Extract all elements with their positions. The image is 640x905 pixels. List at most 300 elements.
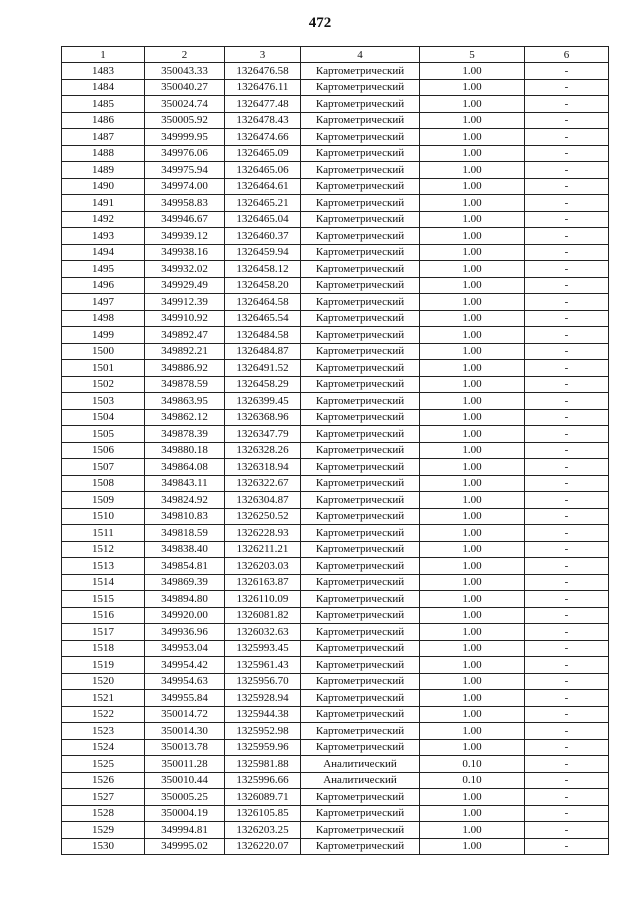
table-cell: 349810.83 [145,508,225,525]
table-cell: Картометрический [301,739,420,756]
table-row [62,492,609,509]
table-row [62,838,609,855]
table-cell: - [525,640,609,657]
table-row [62,162,609,179]
table-cell: - [525,79,609,96]
table-cell: 1512 [62,541,145,558]
table-row [62,294,609,311]
table-cell: 1496 [62,277,145,294]
table-row [62,409,609,426]
table-cell: - [525,112,609,129]
table-cell: 349954.63 [145,673,225,690]
table-cell: Картометрический [301,277,420,294]
table-cell: - [525,195,609,212]
table-cell: 1506 [62,442,145,459]
table-cell: Картометрический [301,640,420,657]
table-cell: 1.00 [420,63,525,80]
table-cell: 349974.00 [145,178,225,195]
table-cell: 1325993.45 [225,640,301,657]
table-cell: 1494 [62,244,145,261]
table-body [62,63,609,855]
table-cell: 1485 [62,96,145,113]
table-cell: 1.00 [420,393,525,410]
table-cell: 1326465.04 [225,211,301,228]
table-cell: Картометрический [301,673,420,690]
table-cell: 1326304.87 [225,492,301,509]
table-cell: 1515 [62,591,145,608]
coordinates-table [61,46,609,855]
table-cell: 1325981.88 [225,756,301,773]
table-cell: 350024.74 [145,96,225,113]
table-cell: 1.00 [420,789,525,806]
table-cell: 349995.02 [145,838,225,855]
table-cell: 1326347.79 [225,426,301,443]
table-cell: Аналитический [301,756,420,773]
table-cell: 1325952.98 [225,723,301,740]
table-cell: 349863.95 [145,393,225,410]
table-cell: 1326491.52 [225,360,301,377]
table-cell: 1492 [62,211,145,228]
table-cell: 1326163.87 [225,574,301,591]
table-cell: 349999.95 [145,129,225,146]
table-cell: 349892.21 [145,343,225,360]
table-row [62,442,609,459]
table-cell: Картометрический [301,607,420,624]
table-cell: 349953.04 [145,640,225,657]
table-cell: 349854.81 [145,558,225,575]
table-cell: Картометрический [301,442,420,459]
table-cell: 350010.44 [145,772,225,789]
table-cell: - [525,706,609,723]
table-cell: 1.00 [420,591,525,608]
table-cell: 1325956.70 [225,673,301,690]
table-row [62,327,609,344]
table-cell: 1488 [62,145,145,162]
table-cell: 1326203.03 [225,558,301,575]
table-cell: - [525,525,609,542]
table-header-row [62,47,609,63]
table-cell: - [525,442,609,459]
table-cell: - [525,805,609,822]
table-cell: - [525,310,609,327]
table-cell: 1501 [62,360,145,377]
table-cell: - [525,343,609,360]
table-cell: 1527 [62,789,145,806]
table-cell: Картометрический [301,558,420,575]
table-cell: 1520 [62,673,145,690]
table-cell: 1500 [62,343,145,360]
table-cell: 1.00 [420,805,525,822]
table-cell: 1.00 [420,442,525,459]
table-cell: 1.00 [420,525,525,542]
column-header: 3 [225,47,301,63]
table-cell: - [525,574,609,591]
table-cell: - [525,261,609,278]
table-cell: 1.00 [420,145,525,162]
table-cell: 1498 [62,310,145,327]
table-cell: 349838.40 [145,541,225,558]
table-cell: - [525,558,609,575]
table-cell: Картометрический [301,409,420,426]
table-cell: Аналитический [301,772,420,789]
table-cell: 1487 [62,129,145,146]
table-cell: - [525,277,609,294]
table-cell: - [525,96,609,113]
table-cell: 1325944.38 [225,706,301,723]
table-cell: 1.00 [420,574,525,591]
table-row [62,96,609,113]
table-cell: 1.00 [420,244,525,261]
table-cell: 1326220.07 [225,838,301,855]
table-cell: - [525,690,609,707]
table-cell: Картометрический [301,574,420,591]
table-cell: 1.00 [420,228,525,245]
table-cell: - [525,838,609,855]
table-cell: 350014.30 [145,723,225,740]
table-cell: 1.00 [420,426,525,443]
table-cell: Картометрический [301,475,420,492]
table-cell: 1.00 [420,261,525,278]
table-cell: Картометрический [301,822,420,839]
table-row [62,822,609,839]
table-cell: 349878.59 [145,376,225,393]
table-cell: Картометрический [301,294,420,311]
table-cell: Картометрический [301,63,420,80]
table-cell: 1510 [62,508,145,525]
table-cell: 1326465.21 [225,195,301,212]
table-cell: Картометрический [301,657,420,674]
table-cell: Картометрический [301,541,420,558]
table-cell: 349975.94 [145,162,225,179]
table-cell: 1325996.66 [225,772,301,789]
table-cell: 1493 [62,228,145,245]
table-cell: 1486 [62,112,145,129]
table-cell: 1.00 [420,409,525,426]
table-cell: 1.00 [420,96,525,113]
table-cell: 349869.39 [145,574,225,591]
table-row [62,261,609,278]
table-cell: 349932.02 [145,261,225,278]
table-cell: 349862.12 [145,409,225,426]
table-row [62,376,609,393]
table-cell: - [525,508,609,525]
table-cell: - [525,129,609,146]
table-row [62,706,609,723]
table-cell: - [525,492,609,509]
table-cell: 1.00 [420,475,525,492]
table-cell: 1326476.11 [225,79,301,96]
table-cell: 1326477.48 [225,96,301,113]
table-cell: 1326322.67 [225,475,301,492]
table-cell: 349994.81 [145,822,225,839]
table-cell: 1326105.85 [225,805,301,822]
table-cell: Картометрический [301,690,420,707]
table-cell: 350011.28 [145,756,225,773]
table-cell: Картометрический [301,723,420,740]
table-cell: 349818.59 [145,525,225,542]
table-cell: 1483 [62,63,145,80]
table-row [62,195,609,212]
table-cell: 1326458.20 [225,277,301,294]
table-cell: 1326110.09 [225,591,301,608]
table-cell: 1.00 [420,129,525,146]
table-cell: 1.00 [420,79,525,96]
table-cell: 1.00 [420,640,525,657]
column-header: 4 [301,47,420,63]
table-cell: 349936.96 [145,624,225,641]
table-cell: 349938.16 [145,244,225,261]
table-cell: 349910.92 [145,310,225,327]
table-cell: 1326465.54 [225,310,301,327]
table-cell: - [525,327,609,344]
table-cell: - [525,739,609,756]
table-cell: Картометрический [301,162,420,179]
table-row [62,129,609,146]
table-row [62,63,609,80]
table-cell: 1.00 [420,624,525,641]
table-cell: 1326318.94 [225,459,301,476]
table-cell: 1.00 [420,327,525,344]
table-cell: 1326464.61 [225,178,301,195]
table-row [62,145,609,162]
table-cell: - [525,244,609,261]
table-cell: 349892.47 [145,327,225,344]
table-cell: 350005.25 [145,789,225,806]
table-cell: 1514 [62,574,145,591]
table-cell: 1526 [62,772,145,789]
table-cell: - [525,228,609,245]
table-cell: Картометрический [301,393,420,410]
table-row [62,211,609,228]
table-cell: 1528 [62,805,145,822]
table-cell: Картометрический [301,211,420,228]
table-cell: 1325928.94 [225,690,301,707]
table-row [62,244,609,261]
table-cell: 1517 [62,624,145,641]
table-cell: - [525,822,609,839]
table-cell: Картометрический [301,426,420,443]
table-cell: 1491 [62,195,145,212]
table-cell: 1326460.37 [225,228,301,245]
table-cell: 1.00 [420,673,525,690]
table-cell: 1502 [62,376,145,393]
table-cell: - [525,211,609,228]
table-cell: 350013.78 [145,739,225,756]
table-cell: Картометрический [301,706,420,723]
table-cell: Картометрический [301,343,420,360]
table-cell: 1326459.94 [225,244,301,261]
table-cell: - [525,393,609,410]
table-cell: Картометрический [301,376,420,393]
table-row [62,112,609,129]
table-cell: 349954.42 [145,657,225,674]
table-cell: 1326250.52 [225,508,301,525]
table-row [62,310,609,327]
table-cell: 1326464.58 [225,294,301,311]
table-cell: 0.10 [420,772,525,789]
table-cell: 1.00 [420,739,525,756]
table-cell: 1484 [62,79,145,96]
table-cell: 350005.92 [145,112,225,129]
table-cell: 1326203.25 [225,822,301,839]
table-cell: Картометрический [301,79,420,96]
table-cell: 1.00 [420,558,525,575]
table-cell: 1326211.21 [225,541,301,558]
column-header: 1 [62,47,145,63]
table-row [62,789,609,806]
table-cell: Картометрический [301,525,420,542]
table-cell: 1326465.09 [225,145,301,162]
table-cell: 1.00 [420,838,525,855]
table-cell: - [525,789,609,806]
table-cell: 1495 [62,261,145,278]
table-cell: - [525,657,609,674]
table-cell: 349929.49 [145,277,225,294]
table-cell: 350014.72 [145,706,225,723]
table-cell: 1325959.96 [225,739,301,756]
table-cell: - [525,673,609,690]
table-cell: Картометрический [301,459,420,476]
table-cell: 1.00 [420,541,525,558]
table-row [62,805,609,822]
table-cell: 349880.18 [145,442,225,459]
table-row [62,690,609,707]
table-row [62,640,609,657]
table-cell: 1326368.96 [225,409,301,426]
table-cell: 1.00 [420,294,525,311]
table-cell: 350043.33 [145,63,225,80]
table-cell: 1499 [62,327,145,344]
table-row [62,541,609,558]
table-row [62,343,609,360]
table-cell: Картометрический [301,591,420,608]
table-cell: 349824.92 [145,492,225,509]
table-cell: Картометрический [301,228,420,245]
table-cell: Картометрический [301,96,420,113]
table-cell: 1.00 [420,657,525,674]
table-cell: 1.00 [420,376,525,393]
table-cell: 1.00 [420,706,525,723]
table-row [62,525,609,542]
table-cell: Картометрический [301,327,420,344]
table-cell: 1.00 [420,360,525,377]
table-cell: 1490 [62,178,145,195]
table-cell: Картометрический [301,145,420,162]
table-cell: 1326465.06 [225,162,301,179]
table-cell: Картометрический [301,360,420,377]
table-cell: 349864.08 [145,459,225,476]
table-cell: 1.00 [420,310,525,327]
table-cell: 1325961.43 [225,657,301,674]
table-cell: 1326478.43 [225,112,301,129]
table-row [62,79,609,96]
table-cell: - [525,624,609,641]
table-cell: Картометрический [301,178,420,195]
table-cell: 1326089.71 [225,789,301,806]
table-row [62,624,609,641]
table-cell: - [525,145,609,162]
table-cell: 1.00 [420,343,525,360]
table-cell: 1326476.58 [225,63,301,80]
table-cell: 1326228.93 [225,525,301,542]
table-cell: - [525,360,609,377]
table-row [62,739,609,756]
table-cell: Картометрический [301,129,420,146]
table-cell: - [525,541,609,558]
table-cell: 350040.27 [145,79,225,96]
table-cell: - [525,772,609,789]
table-cell: 1.00 [420,211,525,228]
table-row [62,673,609,690]
table-cell: 1.00 [420,112,525,129]
table-cell: 1509 [62,492,145,509]
table-cell: - [525,426,609,443]
table-cell: 1.00 [420,607,525,624]
table-cell: 349958.83 [145,195,225,212]
table-cell: 1505 [62,426,145,443]
table-cell: - [525,607,609,624]
table-cell: 1326484.87 [225,343,301,360]
table-cell: 1516 [62,607,145,624]
table-cell: - [525,475,609,492]
table-cell: 349976.06 [145,145,225,162]
column-header: 6 [525,47,609,63]
table-cell: 1513 [62,558,145,575]
table-cell: Картометрический [301,805,420,822]
table-cell: 1511 [62,525,145,542]
table-row [62,475,609,492]
table-cell: - [525,591,609,608]
table-cell: 349886.92 [145,360,225,377]
table-cell: 349894.80 [145,591,225,608]
table-cell: Картометрический [301,244,420,261]
table-cell: 349955.84 [145,690,225,707]
table-cell: - [525,756,609,773]
table-cell: - [525,409,609,426]
table-cell: 1497 [62,294,145,311]
table-cell: 350004.19 [145,805,225,822]
table-row [62,360,609,377]
table-cell: 1.00 [420,822,525,839]
table-cell: Картометрический [301,838,420,855]
table-row [62,558,609,575]
table-row [62,723,609,740]
table-cell: 1.00 [420,723,525,740]
table-cell: 0.10 [420,756,525,773]
page-number: 472 [308,15,332,31]
table-cell: 1521 [62,690,145,707]
table-cell: 1.00 [420,690,525,707]
table-cell: Картометрический [301,261,420,278]
table-row [62,657,609,674]
table-cell: 1518 [62,640,145,657]
table-cell: 349878.39 [145,426,225,443]
table-cell: 1489 [62,162,145,179]
table-cell: 1508 [62,475,145,492]
column-header: 5 [420,47,525,63]
table-row [62,591,609,608]
table-cell: - [525,178,609,195]
table-row [62,277,609,294]
table-cell: 1.00 [420,277,525,294]
table-cell: 1507 [62,459,145,476]
table-cell: 1326399.45 [225,393,301,410]
table-cell: Картометрический [301,195,420,212]
table-cell: 1326081.82 [225,607,301,624]
table-cell: Картометрический [301,492,420,509]
table-cell: - [525,294,609,311]
table-cell: 1326474.66 [225,129,301,146]
